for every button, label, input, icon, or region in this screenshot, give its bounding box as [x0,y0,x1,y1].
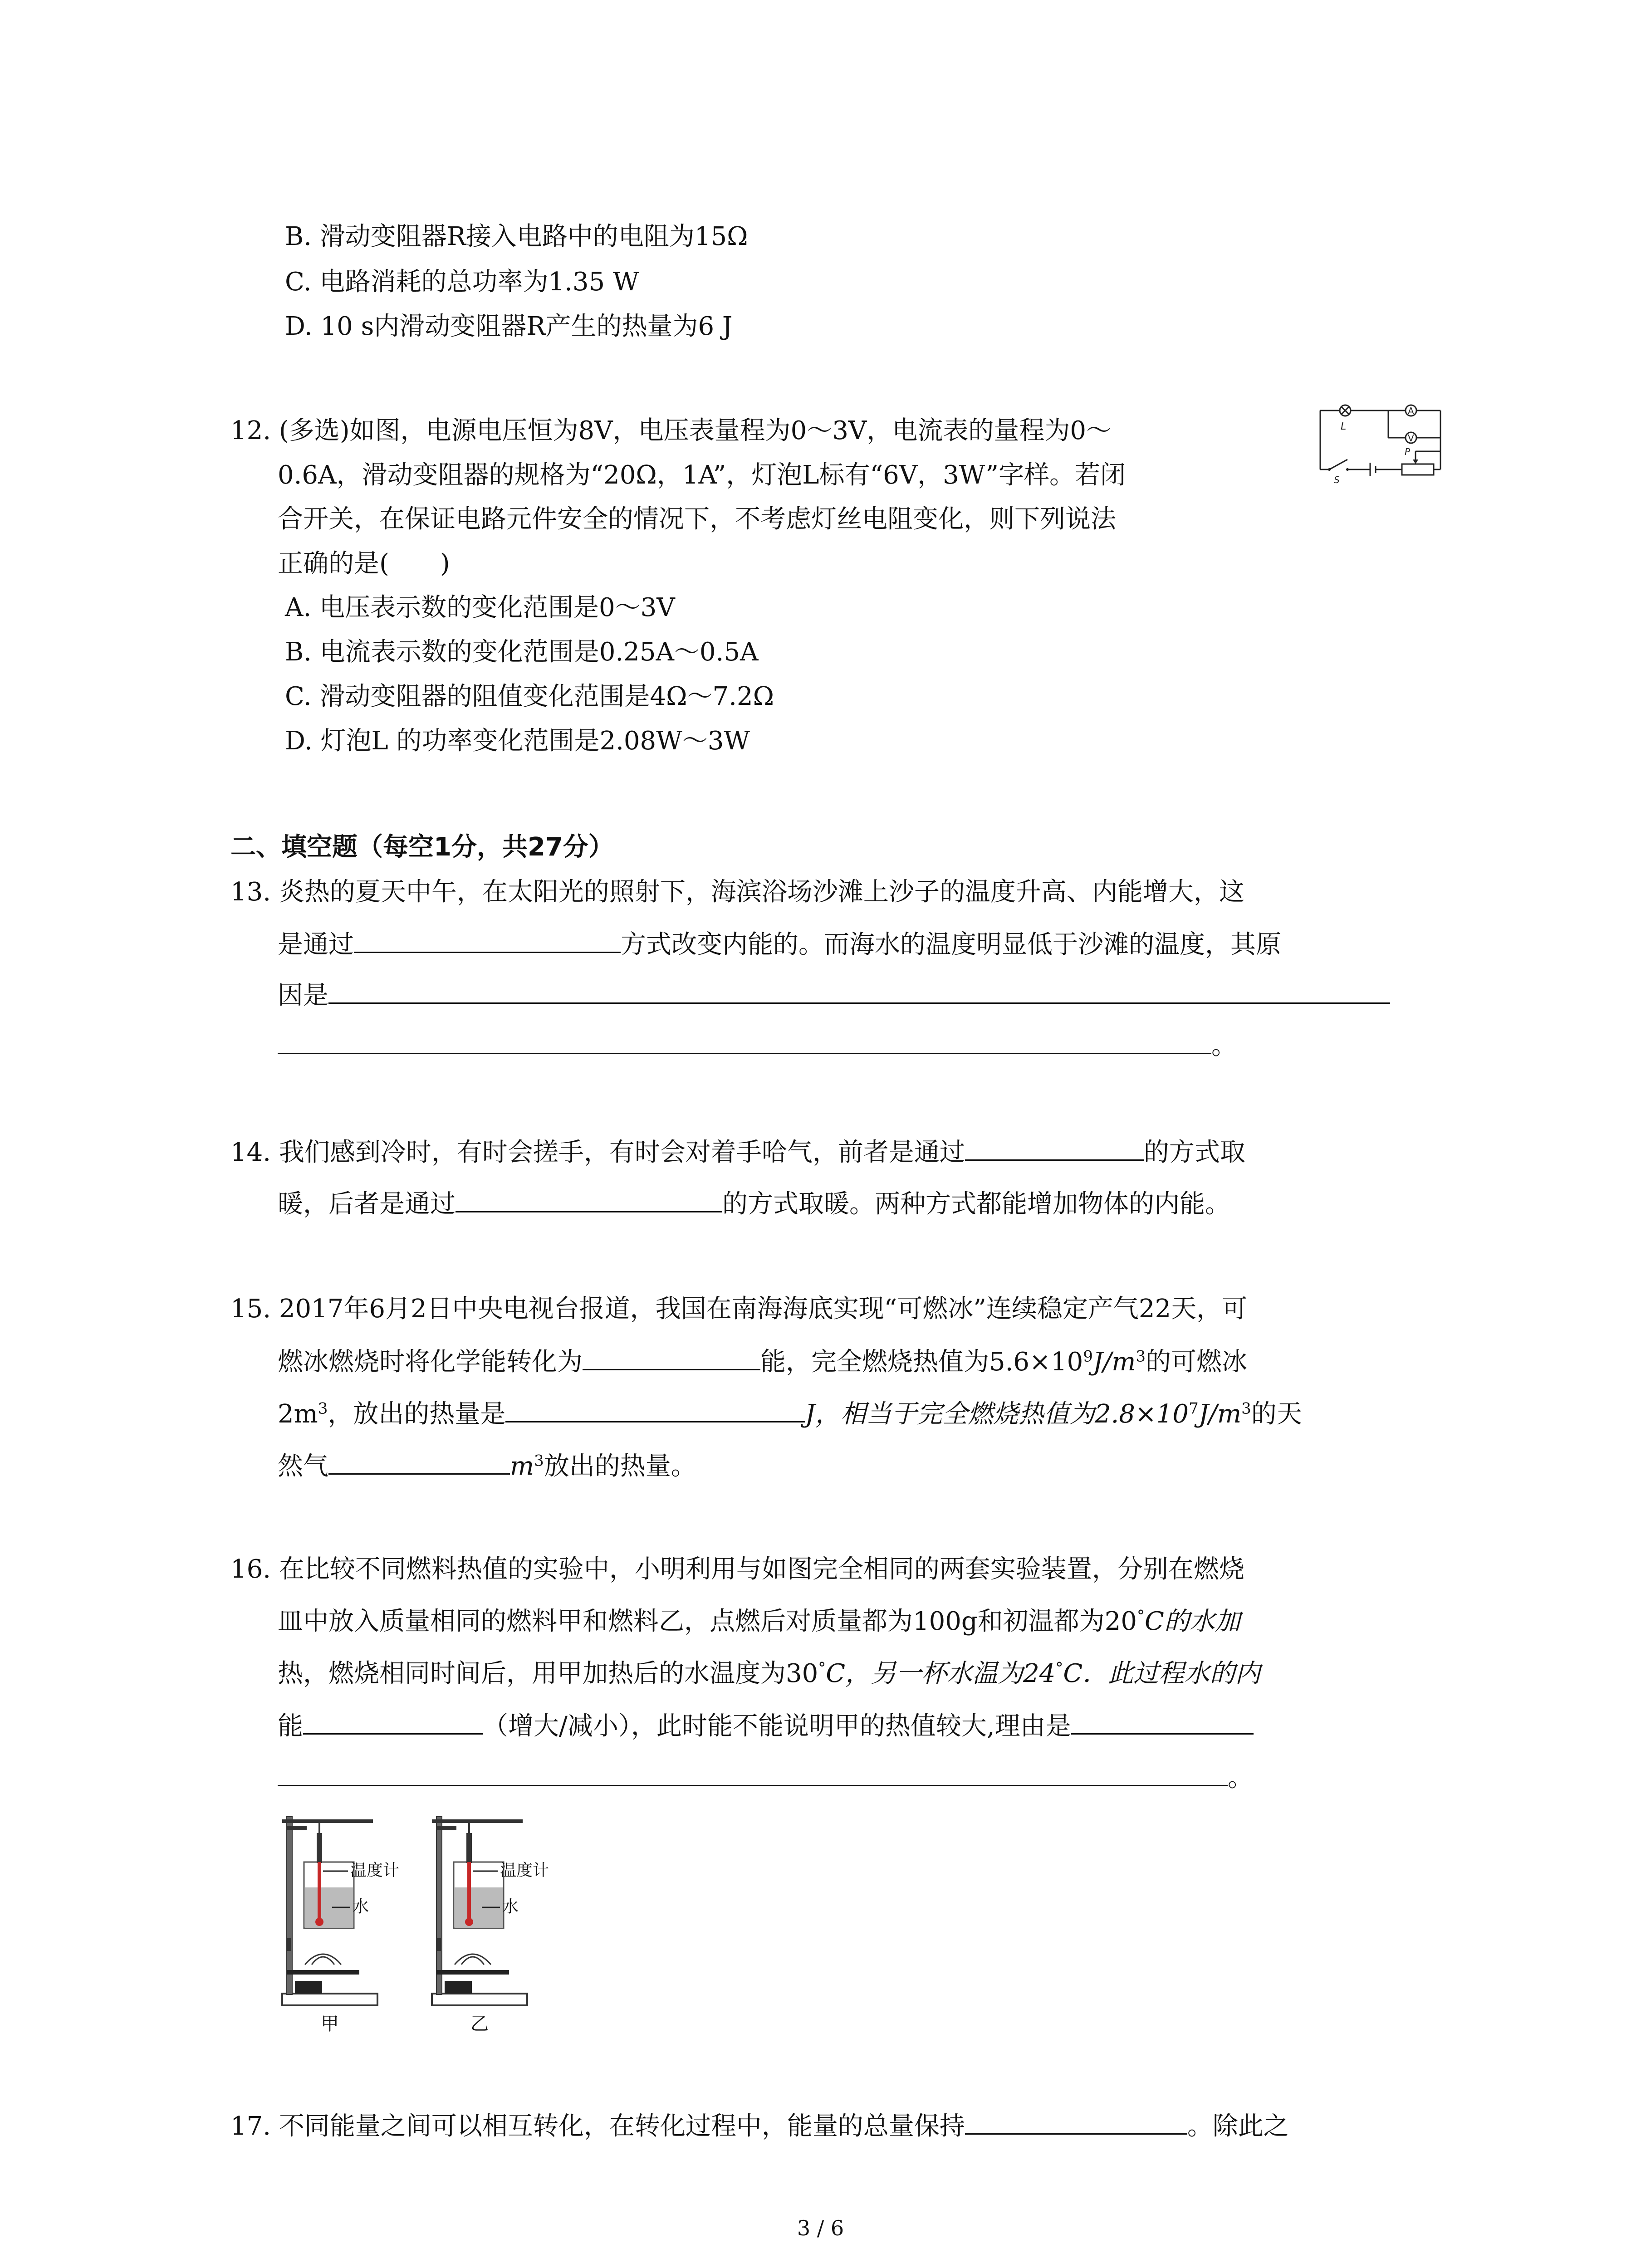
q16-blank-1 [303,1707,483,1735]
q15-blank-2 [505,1395,805,1422]
apparatus-right-caption: 乙 [470,2014,489,2034]
apparatus-right-thermometer-label: 温度计 [500,1861,549,1880]
q16-line-1: 16. 在比较不同燃料热值的实验中，小明利用与如图完全相同的两套实验装置，分别在燃烧 [230,1554,1244,1584]
q16-line-3: 热，燃烧相同时间后，用甲加热后的水温度为30°C，另一杯水温为24°C．此过程水的内 [278,1659,1261,1688]
q15-blank-1 [583,1343,760,1370]
circuit-ammeter-label: A [1408,406,1414,416]
q16-blank-2 [1071,1707,1254,1735]
apparatus-left-water-label: 水 [353,1897,369,1916]
apparatus-right [432,1817,549,2034]
page-number: 3 / 6 [797,2216,844,2240]
q17-line-1: 17. 不同能量之间可以相互转化，在转化过程中，能量的总量保持 。除此之 [230,2107,1289,2145]
q16-line-2: 皿中放入质量相同的燃料甲和燃料乙，点燃后对质量都为100g和初温都为20°C的水加 [278,1607,1240,1636]
q12-option-b: B. 电流表示数的变化范围是0.25A～0.5A [285,637,759,667]
q15-line-1: 15. 2017年6月2日中央电视台报道，我国在南海海底实现“可燃冰”连续稳定产气22天，可 [230,1294,1248,1324]
q13-line-2: 是通过 方式改变内能的。而海水的温度明显低于沙滩的温度，其原 [278,925,1281,963]
q13-line-1: 13. 炎热的夏天中午，在太阳光的照射下，海滨浴场沙滩上沙子的温度升高、内能增大，这 [230,877,1244,907]
q17-blank-1 [965,2107,1187,2135]
q14-blank-1 [965,1133,1144,1161]
q13-blank-2 [328,976,1390,1004]
q15-line-4: 然气 $m^3$放出的热量。 [278,1447,696,1485]
apparatus-left [282,1817,399,2034]
q12-line-2: 0.6A，滑动变阻器的规格为“20Ω，1A”，灯泡L标有“6V，3W”字样。若闭 [278,460,1126,490]
q15-line-2: 燃冰燃烧时将化学能转化为 能，完全燃烧热值为$5.6\times 10^9J/m^3$的可燃冰 [278,1343,1247,1380]
q12-option-a: A. 电压表示数的变化范围是0～3V [285,593,675,622]
q13-blank-2-continued [278,1026,1211,1054]
q11-option-b: B. 滑动变阻器R接入电路中的电阻为15Ω [285,222,748,251]
circuit-switch-label: S [1334,474,1340,485]
q15-line-3: $2m^3$，放出的热量是 J，相当于完全燃烧热值为$2.8\times 10^7J/m^3$的天 [278,1395,1302,1432]
circuit-voltmeter-label: V [1408,433,1414,444]
apparatus-left-thermometer-label: 温度计 [350,1861,400,1880]
circuit-lamp-label: L [1341,421,1347,432]
q12-line-3: 合开关，在保证电路元件安全的情况下，不考虑灯丝电阻变化，则下列说法 [278,504,1116,534]
apparatus-left-caption: 甲 [321,2014,339,2034]
circuit-slider-label: P [1405,446,1411,457]
q16-apparatus-figure [278,1808,641,2043]
q12-option-c: C. 滑动变阻器的阻值变化范围是4Ω～7.2Ω [285,682,774,711]
q13-blank-1 [354,925,621,953]
q12-line-4: 正确的是( ) [278,549,450,578]
q14-line-1: 14. 我们感到冷时，有时会搓手，有时会对着手哈气，前者是通过 的方式取 [230,1133,1245,1171]
q13-line-4: 。 [278,1026,1237,1064]
q12-option-d: D. 灯泡L 的功率变化范围是2.08W～3W [285,726,750,756]
q13-line-3: 因是 [278,976,1390,1014]
q16-blank-2-continued [278,1759,1228,1786]
apparatus-right-water-label: 水 [502,1897,519,1916]
q16-line-5: 。 [278,1759,1253,1796]
q14-blank-2 [456,1185,722,1212]
q12-line-1: 12. (多选)如图，电源电压恒为8V，电压表量程为0～3V，电流表的量程为0～ [230,416,1112,445]
q14-line-2: 暖，后者是通过 的方式取暖。两种方式都能增加物体的内能。 [278,1185,1230,1222]
q16-line-4: 能 （增大/减小），此时能不能说明甲的热值较大,理由是 [278,1707,1254,1745]
q11-option-d: D. 10 s内滑动变阻器R产生的热量为6 J [285,312,733,341]
section-2-heading: 二、填空题（每空1分，共27分） [230,832,614,862]
q11-option-c: C. 电路消耗的总功率为1.35 W [285,267,639,297]
circuit-diagram [1316,401,1447,488]
q15-blank-3 [328,1447,510,1475]
